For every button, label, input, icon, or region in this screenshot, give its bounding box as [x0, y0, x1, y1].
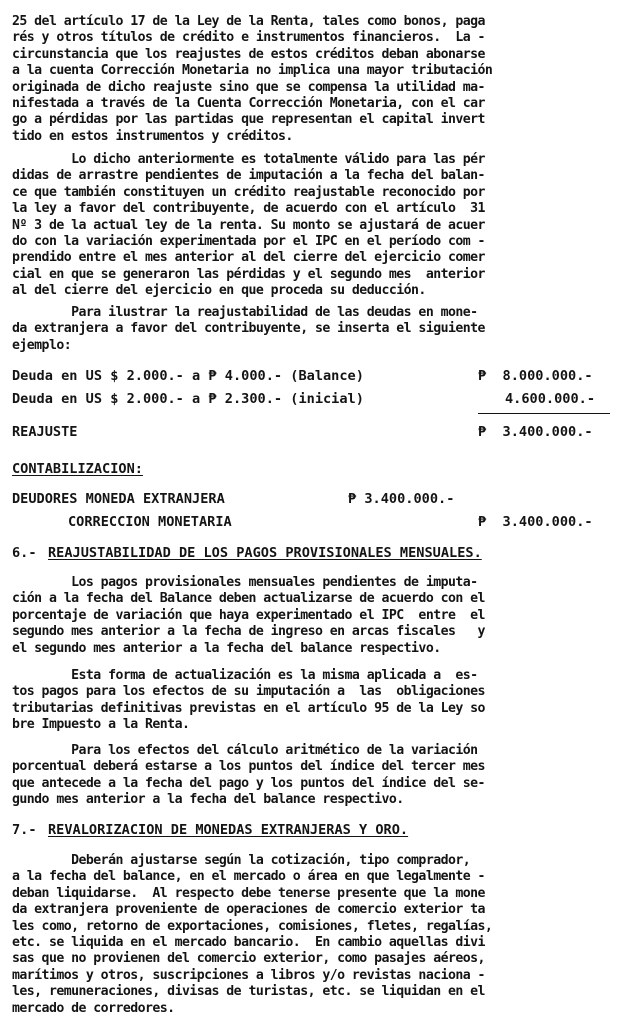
- text-line: que antecede a la fecha del pago y los puntos del índice del se-: [12, 775, 485, 791]
- paragraph-update-method: [12, 668, 620, 734]
- text-line: Para los efectos del cálculo aritmético de la variación: [12, 743, 478, 758]
- example-row-reajuste-amount: ₱ 3.400.000.-: [478, 424, 593, 440]
- text-line: tributarias definitivas previstas en el artículo 95 de la Ley so: [12, 700, 485, 716]
- text-line: ce que también constituyen un crédito reajustable reconocido por: [12, 184, 485, 200]
- text-line: bre Impuesto a la Renta.: [12, 717, 190, 733]
- debit-amount: ₱ 3.400.000.-: [348, 491, 455, 507]
- text-line: ción a la fecha del Balance deben actualizarse de acuerdo con el: [12, 591, 485, 607]
- text-line: gundo mes anterior a la fecha del balance respectivo.: [12, 792, 404, 808]
- text-line: tos pagos para los efectos de su imputación a las obligaciones: [12, 684, 485, 700]
- paragraph-arithmetic-calc: [12, 743, 620, 809]
- example-row-reajuste-label: REAJUSTE: [12, 424, 78, 440]
- debit-account-label: DEUDORES MONEDA EXTRANJERA: [12, 491, 225, 507]
- text-line: a la fecha del balance, en el mercado o área en que legalmente -: [12, 869, 485, 885]
- text-line: etc. se liquida en el mercado bancario. En cambio aquellas divi: [12, 934, 485, 950]
- example-row-balance-amount: ₱ 8.000.000.-: [478, 368, 593, 384]
- text-line: porcentual deberá estarse a los puntos del índice del tercer mes: [12, 759, 485, 775]
- text-line: la ley a favor del contribuyente, de acuerdo con el artículo 31: [12, 201, 485, 217]
- text-line: tido en estos instrumentos y créditos.: [12, 128, 293, 144]
- text-line: a la cuenta Corrección Monetaria no implica una mayor tributación: [12, 63, 493, 79]
- text-line: el segundo mes anterior a la fecha del balance respectivo.: [12, 640, 441, 656]
- text-line: deban liquidarse. Al respecto debe tenerse presente que la mone: [12, 885, 485, 901]
- text-line: les, remuneraciones, divisas de turistas, etc. se liquidan en el: [12, 984, 485, 1000]
- text-line: originada de dicho reajuste sino que se compensa la utilidad ma-: [12, 79, 485, 95]
- text-line: da extranjera proveniente de operaciones de comercio exterior ta: [12, 902, 485, 918]
- text-line: Los pagos provisionales mensuales pendientes de imputa-: [12, 575, 478, 590]
- text-line: segundo mes anterior a la fecha de ingreso en arcas fiscales y: [12, 624, 485, 640]
- text-line: Lo dicho anteriormente es totalmente válido para las pér: [12, 152, 485, 167]
- text-line: porcentaje de variación que haya experimentado el IPC entre el: [12, 607, 485, 623]
- text-line: da extranjera a favor del contribuyente, se inserta el siguiente: [12, 321, 485, 337]
- paragraph-currency-revaluation: [12, 853, 620, 1017]
- credit-amount: ₱ 3.400.000.-: [478, 514, 593, 530]
- text-line: marítimos y otros, suscripciones a libros y/o revistas naciona -: [12, 967, 485, 983]
- text-line: al del cierre del ejercicio en que proceda su deducción.: [12, 283, 426, 299]
- section-number: 7.-: [12, 822, 37, 838]
- text-line: Para ilustrar la reajustabilidad de las deudas en mone-: [12, 305, 478, 320]
- credit-account-label: CORRECCION MONETARIA: [68, 514, 232, 530]
- example-row-balance-label: Deuda en US $ 2.000.- a ₱ 4.000.- (Balance): [12, 368, 364, 384]
- text-line: Deberán ajustarse según la cotización, tipo comprador,: [12, 853, 471, 868]
- paragraph-example-intro: [12, 305, 620, 354]
- paragraph-financial-instruments: [12, 14, 620, 145]
- text-line: didas de arrastre pendientes de imputación a la fecha del balan-: [12, 168, 485, 184]
- text-line: prendido entre el mes anterior al del cierre del ejercicio comer: [12, 250, 485, 266]
- section-title: REVALORIZACION DE MONEDAS EXTRANJERAS Y ORO.: [48, 822, 409, 838]
- text-line: Esta forma de actualización es la misma aplicada a es-: [12, 668, 478, 683]
- accounting-heading: CONTABILIZACION:: [12, 461, 143, 477]
- paragraph-provisional-payments: [12, 575, 620, 657]
- text-line: 25 del artículo 17 de la Ley de la Renta, tales como bonos, paga: [12, 14, 485, 29]
- text-line: do con la variación experimentada por el IPC en el período com -: [12, 233, 485, 249]
- text-line: Nº 3 de la actual ley de la renta. Su monto se ajustará de acuer: [12, 217, 485, 233]
- text-line: cial en que se generaron las pérdidas y el segundo mes anterior: [12, 266, 485, 282]
- section-title: REAJUSTABILIDAD DE LOS PAGOS PROVISIONALES MENSUALES.: [48, 545, 482, 561]
- text-line: circunstancia que los reajustes de estos créditos deban abonarse: [12, 46, 485, 62]
- section-number: 6.-: [12, 545, 37, 561]
- text-line: sas que no provienen del comercio exterior, como pasajes aéreos,: [12, 951, 485, 967]
- example-row-initial-amount: 4.600.000.-: [505, 391, 596, 407]
- text-line: nifestada a través de la Cuenta Corrección Monetaria, con el car: [12, 95, 485, 111]
- example-row-initial-label: Deuda en US $ 2.000.- a ₱ 2.300.- (inicial): [12, 391, 364, 407]
- text-line: les como, retorno de exportaciones, comisiones, fletes, regalías,: [12, 918, 493, 934]
- text-line: rés y otros títulos de crédito e instrumentos financieros. La -: [12, 30, 485, 46]
- total-divider: [478, 413, 610, 414]
- text-line: ejemplo:: [12, 337, 72, 353]
- paragraph-carryforward-losses: [12, 152, 620, 300]
- text-line: go a pérdidas por las partidas que representan el capital invert: [12, 112, 485, 128]
- text-line: mercado de corredores.: [12, 1000, 175, 1016]
